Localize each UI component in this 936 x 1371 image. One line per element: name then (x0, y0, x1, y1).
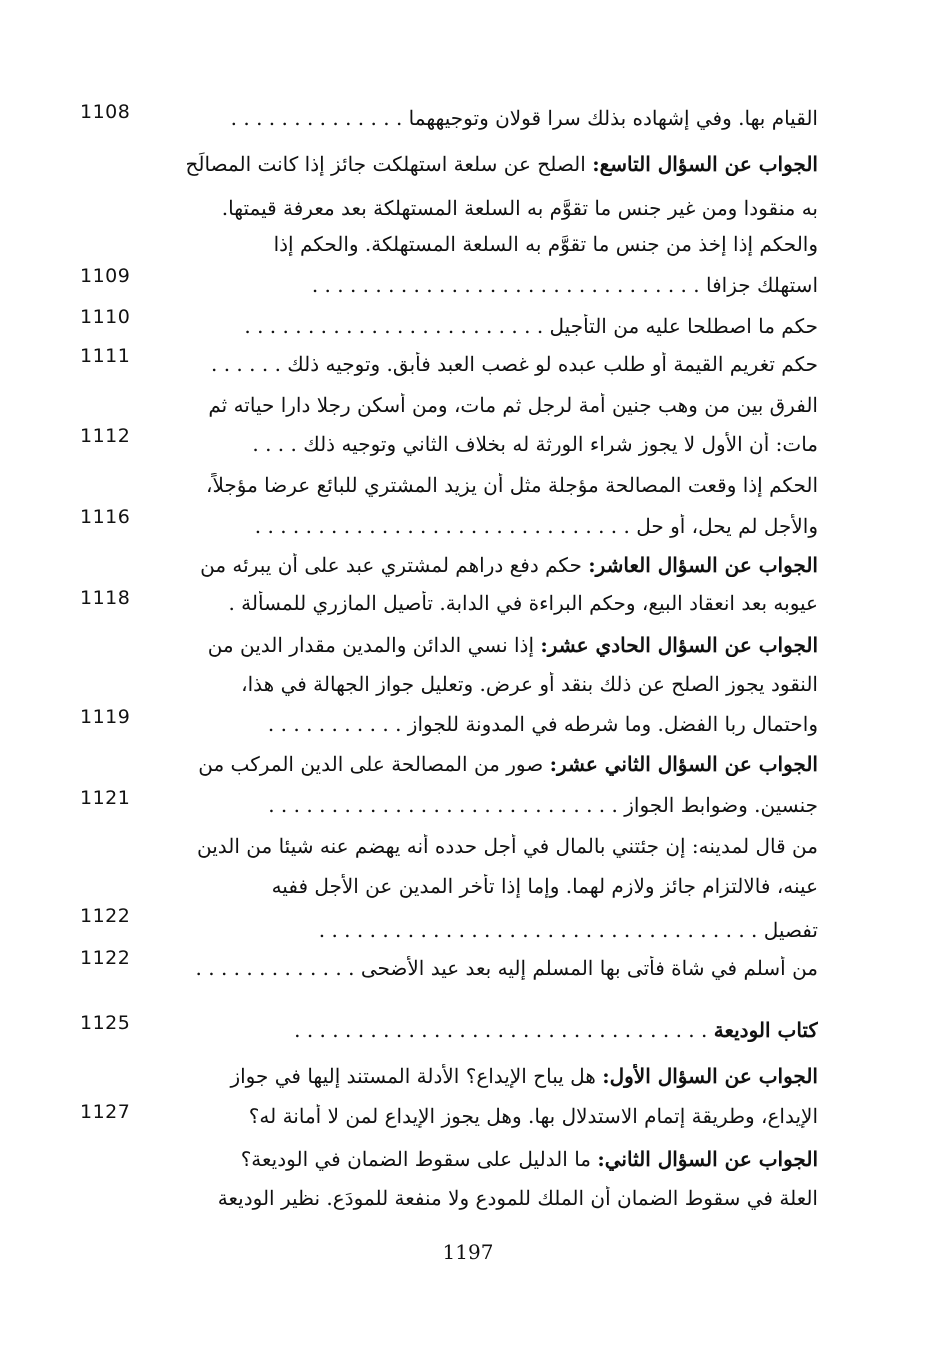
entry-page-number: 1116 (80, 506, 131, 528)
entry-page-number: 1110 (80, 306, 131, 328)
entry-line: الحكم إذا وقعت المصالحة مؤجلة مثل أن يزيد المشتري للبائع عرضا مؤجلاً، (206, 473, 818, 497)
entry-line: استهلك جزافا . . . . . . . . . . . . . . . . . . . . . . . . . . . . . . . (311, 273, 818, 297)
entry-line: من أسلم في شاة فأتى بها المسلم إليه بعد عيد الأضحى . . . . . . . . . . . . . (195, 956, 818, 980)
page-number: 1197 (442, 1240, 494, 1264)
entry-line: الإيداع، وطريقة إتمام الاستدلال بها. وهل يجوز الإيداع لمن لا أمانة له؟ (248, 1104, 818, 1128)
entry-line: والحكم إذا إخذ من جنس ما تقوَّم به السلعة المستهلكة. والحكم إذا (273, 232, 818, 256)
entry-page-number: 1109 (80, 265, 131, 287)
entry-page-number: 1111 (80, 345, 131, 367)
entry-page-number: 1121 (80, 787, 131, 809)
entry-page-number: 1119 (80, 706, 131, 728)
entry-line: الفرق بين من وهب جنين أمة لرجل ثم مات، ومن أسكن رجلا دارا حياته ثم (208, 393, 818, 417)
entry-page-number: 1122 (80, 905, 131, 927)
entry-page-number: 1112 (80, 425, 131, 447)
entry-line: حكم تغريم القيمة أو طلب عبده لو غصب العبد فأبق. وتوجيه ذلك . . . . . . (211, 352, 818, 376)
entry-line: جنسين. وضوابط الجواز . . . . . . . . . . . . . . . . . . . . . . . . . . . . (268, 793, 818, 817)
entry-page-number: 1108 (80, 101, 131, 123)
entry-line: عينه، فالالتزام جائز ولازم لهما. وإما إذا تأخر المدين عن الأجل ففيه (271, 874, 818, 898)
entry-line: واحتمال ربا الفضل. وما شرطه في المدونة للجواز . . . . . . . . . . . (267, 712, 818, 736)
entry-line: النقود يجوز الصلح عن ذلك بنقد أو عرض. وتعليل جواز الجهالة في هذا، (241, 672, 818, 696)
entry-line: حكم ما اصطلحا عليه من التأجيل . . . . . . . . . . . . . . . . . . . . . . . . (244, 314, 818, 338)
entry-page-number: 1127 (80, 1101, 131, 1123)
entry-line: العلة في سقوط الضمان أن الملك للمودع ولا منفعة للمودَع. نظير الوديعة (217, 1186, 818, 1210)
entry-line: الجواب عن السؤال التاسع: الصلح عن سلعة استهلكت جائز إذا كانت المصالَح (185, 152, 818, 176)
entry-page-number: 1122 (80, 947, 131, 969)
entry-line: كتاب الوديعة . . . . . . . . . . . . . . . . . . . . . . . . . . . . . . . . . (294, 1018, 818, 1042)
entry-line: تفصيل . . . . . . . . . . . . . . . . . . . . . . . . . . . . . . . . . . . (318, 918, 818, 942)
entry-line: القيام بها. وفي إشهاده بذلك سرا قولان وتوجيههما . . . . . . . . . . . . . . (230, 106, 818, 130)
entry-line: الجواب عن السؤال الحادي عشر: إذا نسي الدائن والمدين مقدار الدين من (207, 633, 818, 657)
entry-line: الجواب عن السؤال الثاني: ما الدليل على سقوط الضمان في الوديعة؟ (240, 1147, 818, 1171)
entry-line: والأجل لم يحل، أو حل . . . . . . . . . . . . . . . . . . . . . . . . . . . . . . (254, 514, 818, 538)
entry-line: من قال لمدينه: إن جئتني بالمال في أجل حدده أنه يهضم عنه شيئا من الدين (197, 834, 818, 858)
entry-line: مات: أن الأول لا يجوز شراء الورثة له بخلاف الثاني وتوجيه ذلك . . . . (252, 432, 818, 456)
entry-line: الجواب عن السؤال الأول: هل يباح الإيداع؟ الأدلة المستند إليها في جواز (230, 1064, 818, 1088)
entry-page-number: 1125 (80, 1012, 131, 1034)
entry-line: الجواب عن السؤال العاشر: حكم دفع دراهم لمشتري عبد على أن يبرئه من (200, 553, 818, 577)
entry-line: به منقودا ومن غير جنس ما تقوَّم به السلعة المستهلكة بعد معرفة قيمتها. (221, 196, 818, 220)
entry-page-number: 1118 (80, 587, 131, 609)
entry-line: عيوبه بعد انعقاد البيع، وحكم البراءة في الدابة. تأصيل المازري للمسألة . (228, 591, 818, 615)
entry-line: الجواب عن السؤال الثاني عشر: صور من المصالحة على الدين المركب من (198, 752, 818, 776)
